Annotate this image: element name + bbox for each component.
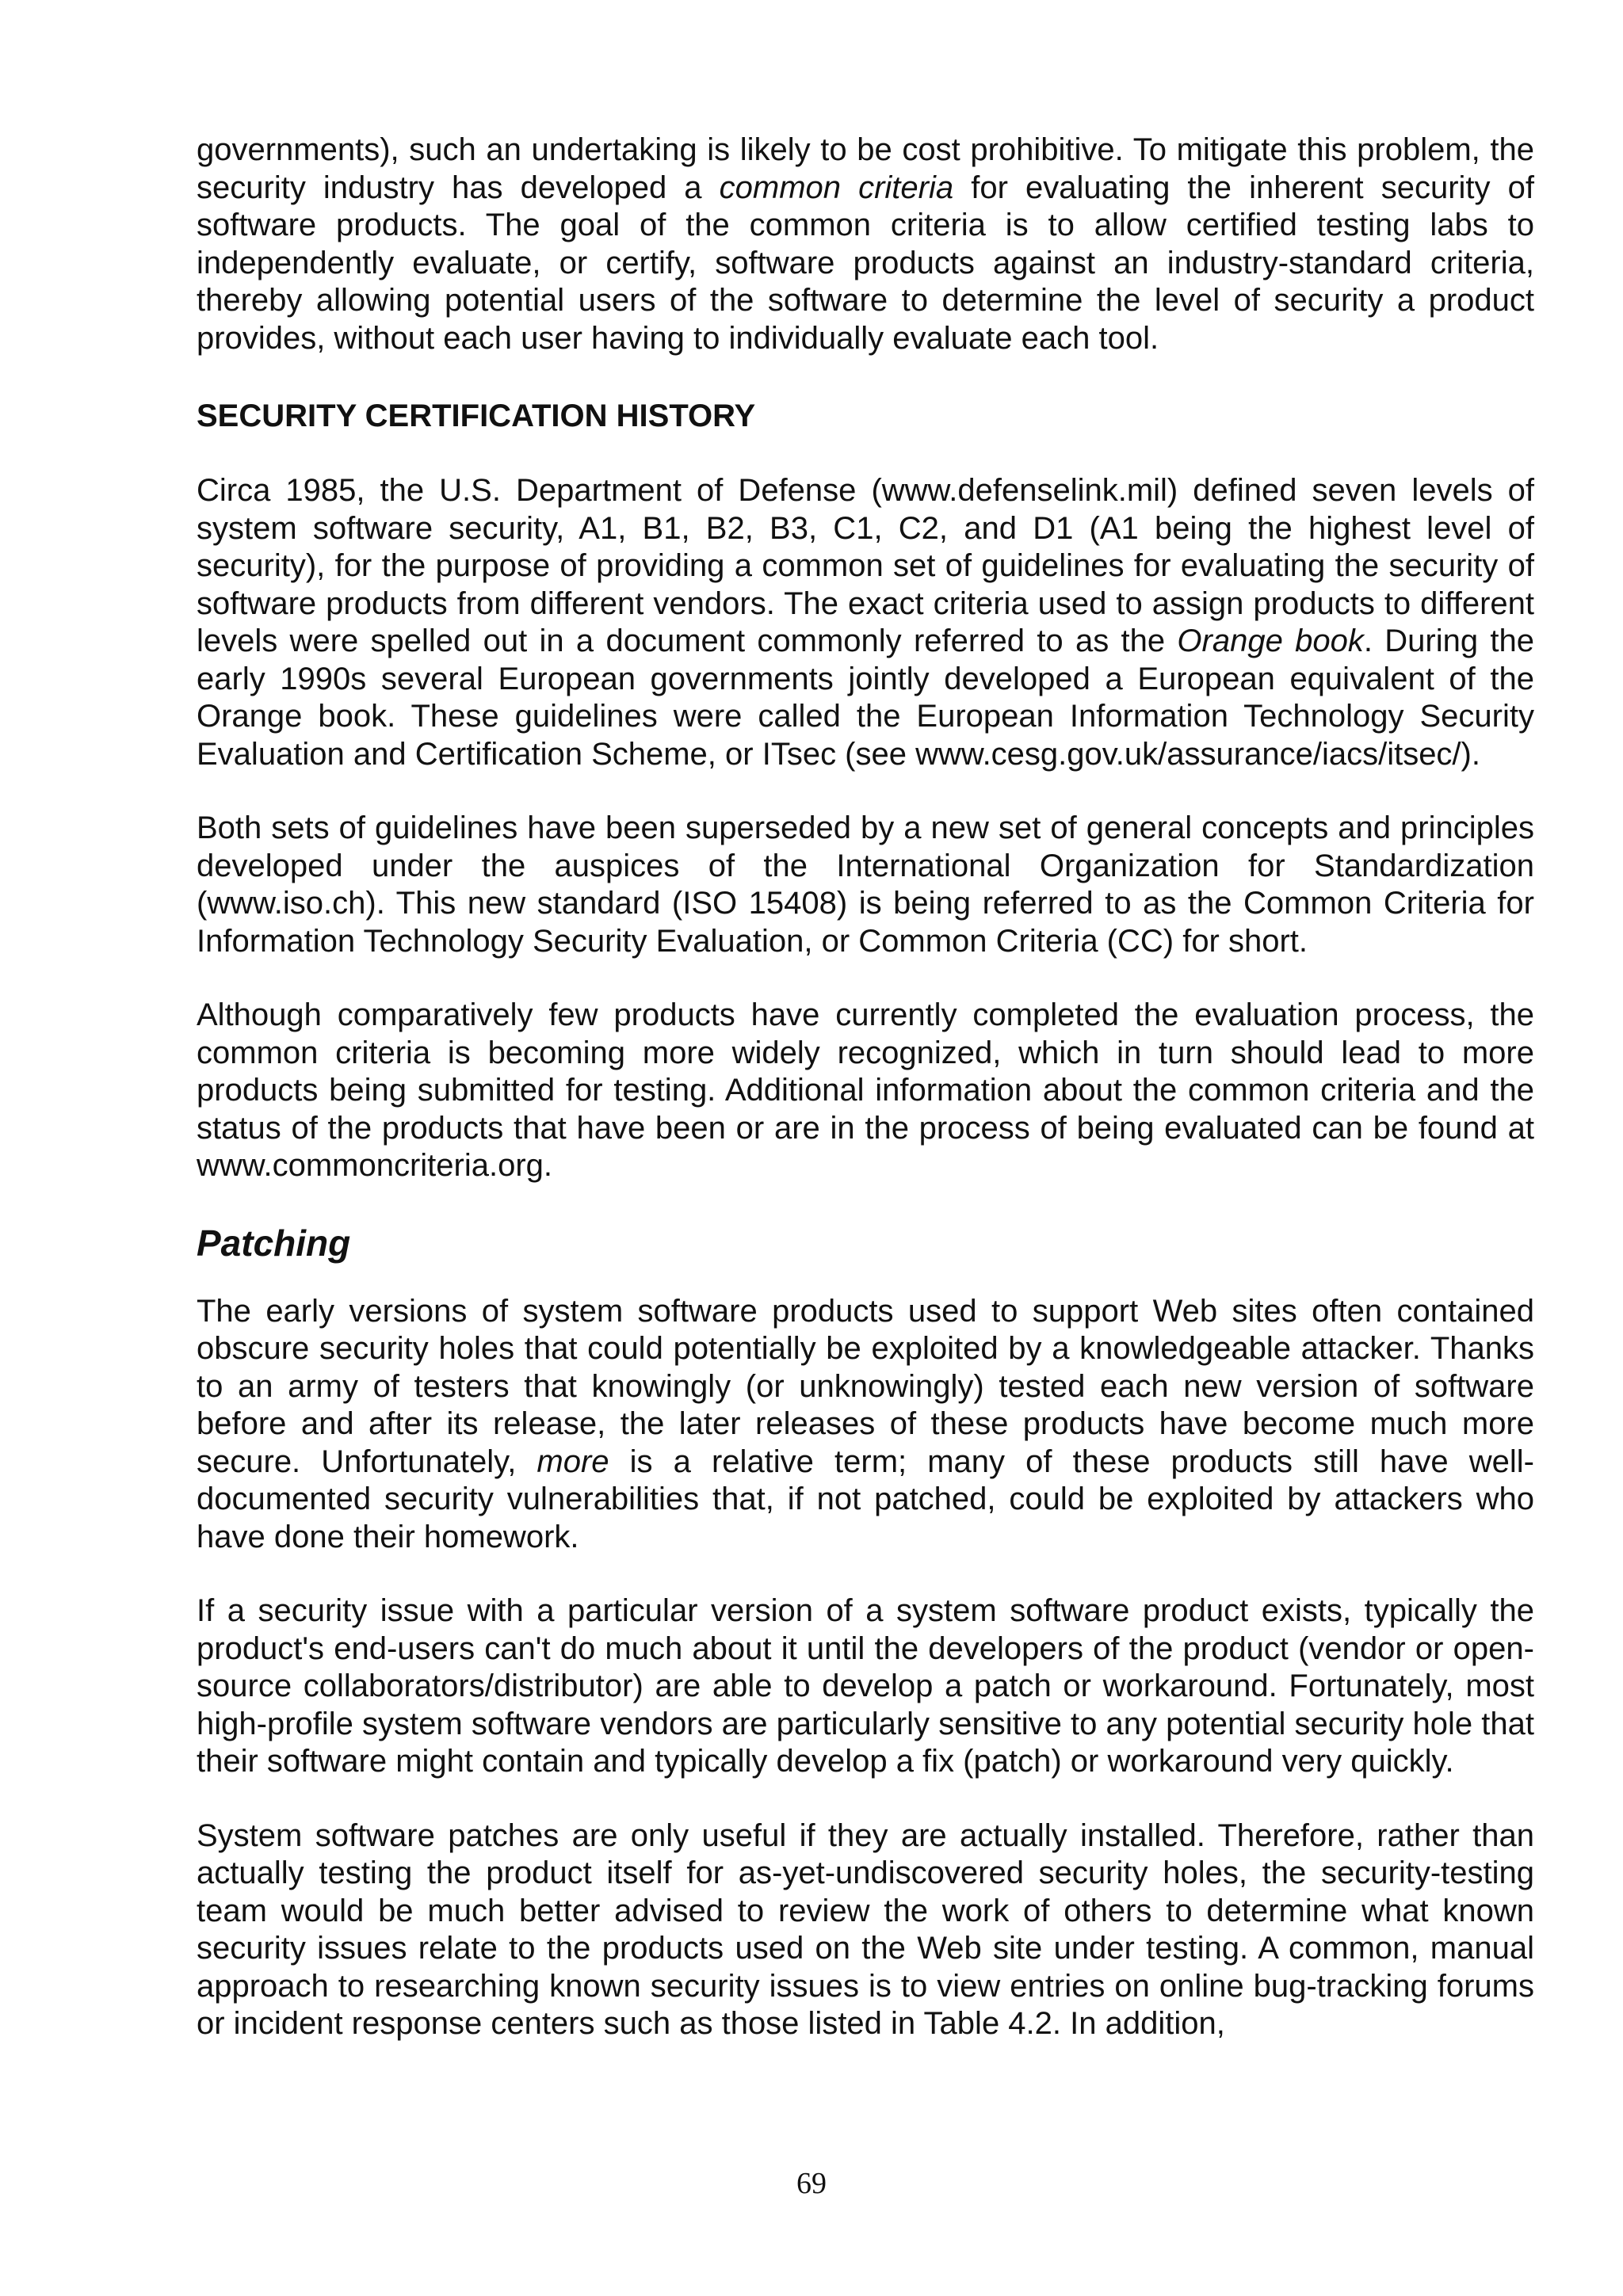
intro-text-part-2: for evaluating the inherent security of software products. The goal of the common criteria is to allow certified testing labs to independently evaluate, or certify, software products against an industry-standard criteria, thereby allowing potential users of the software to determine the level of security a product provides, without each user having to individually evaluate each tool. <box>197 170 1534 356</box>
intro-emphasis: common criteria <box>719 170 954 205</box>
intro-text-part-1: governments), such an undertaking is likely to be cost prohibitive. To mitigate this problem, the security industry has developed a <box>197 132 1534 205</box>
history-p1-text-part-2: . During the early 1990s several European governments jointly developed a European equivalent of the Orange book. These guidelines were called the European Information Technology Security Evaluation and Certification Scheme, or ITsec (see www.cesg.gov.uk/assurance/iacs/itsec/). <box>197 624 1534 772</box>
patching-paragraph-3: System software patches are only useful if they are actually installed. Therefore, rather than actually testing the product itself for as-yet-undiscovered security holes, the security-testing team would be much better advised to review the work of others to determine what known security issues relate to the products used on the Web site under testing. A common, manual approach to researching known security issues is to view entries on online bug-tracking forums or incident response centers such as those listed in Table 4.2. In addition, <box>197 1817 1534 2041</box>
patching-p1-text-part-1: The early versions of system software products used to support Web sites often contained obscure security holes that could potentially be exploited by a knowledgeable attacker. Thanks to an army of testers that knowingly (or unknowingly) tested each new version of software before and after its release, the later releases of these products have become much more secure. Unfortunately, <box>197 1293 1534 1479</box>
history-p1-emphasis: Orange book <box>1177 624 1364 658</box>
history-paragraph-1 <box>197 472 1534 773</box>
patching-heading: Patching <box>197 1222 351 1264</box>
history-paragraph-3: Although comparatively few products have currently completed the evaluation process, the common criteria is becoming more widely recognized, which in turn should lead to more products being submitted for testing. Additional information about the common criteria and the status of the products that have been or are in the process of being evaluated can be found at www.commoncriteria.org. <box>197 997 1534 1183</box>
patching-paragraph-1 <box>197 1293 1534 1557</box>
history-p1-text-part-1: Circa 1985, the U.S. Department of Defense (www.defenselink.mil) defined seven levels of system software security, A1, B1, B2, B3, C1, C2, and D1 (A1 being the highest level of security), for the purpose of providing a common set of guidelines for evaluating the security of software products from different vendors. The exact criteria used to assign products to different levels were spelled out in a document commonly referred to as the <box>197 473 1534 658</box>
history-paragraph-2: Both sets of guidelines have been superseded by a new set of general concepts and principles developed under the auspices of the International Organization for Standardization (www.iso.ch). This new standard (ISO 15408) is being referred to as the Common Criteria for Information Technology Security Evaluation, or Common Criteria (CC) for short. <box>197 810 1534 959</box>
patching-p1-emphasis: more <box>537 1444 609 1479</box>
page-body <box>197 132 1534 2043</box>
security-certification-history-heading: SECURITY CERTIFICATION HISTORY <box>197 399 756 433</box>
patching-paragraph-2: If a security issue with a particular version of a system software product exists, typically the product's end-users can't do much about it until the developers of the product (vendor or open-source collaborators/distributor) are able to develop a patch or workaround. Fortunately, most high-profile system software vendors are particularly sensitive to any potential security hole that their software might contain and typically develop a fix (patch) or workaround very quickly. <box>197 1593 1534 1779</box>
page-number: 69 <box>796 2167 827 2200</box>
patching-p1-text-part-2: is a relative term; many of these products still have well-documented security vulnerabilities that, if not patched, could be exploited by attackers who have done their homework. <box>197 1444 1534 1554</box>
intro-paragraph <box>197 132 1534 357</box>
